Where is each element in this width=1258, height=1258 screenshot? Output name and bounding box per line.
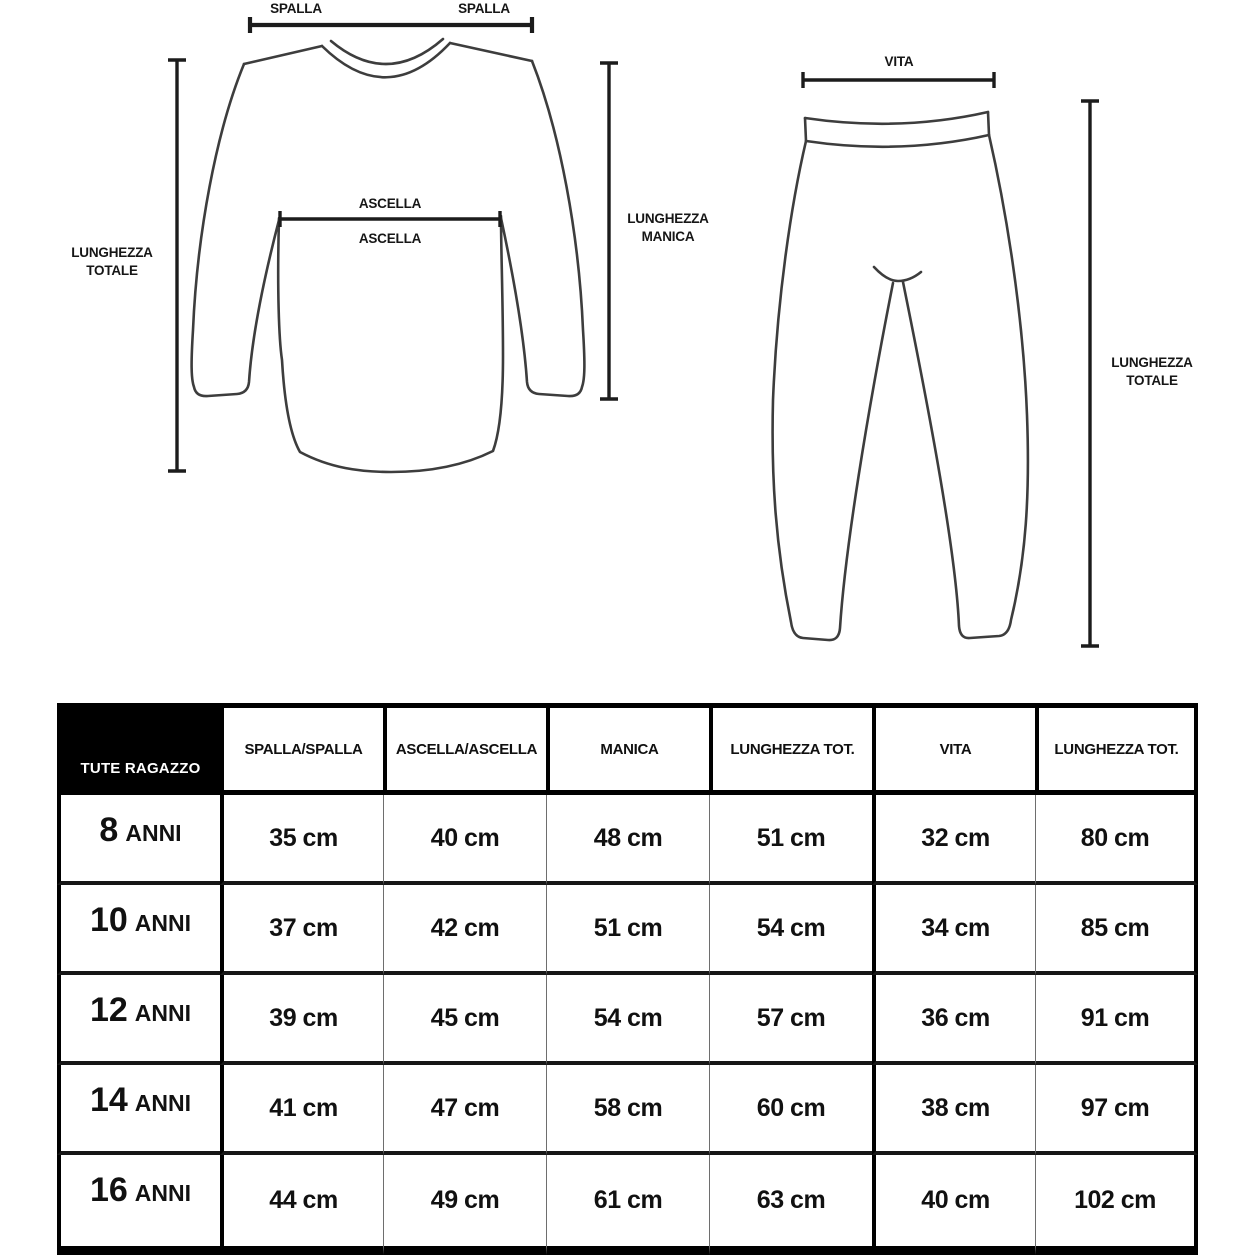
table-cell: 49 cm xyxy=(383,1155,546,1255)
table-cell: 34 cm xyxy=(872,885,1035,975)
size-cell-8-anni xyxy=(57,795,220,885)
size-number: 14 xyxy=(89,1081,128,1119)
table-cell: 80 cm xyxy=(1035,795,1198,885)
table-header-ascella: ASCELLA/ASCELLA xyxy=(383,703,546,795)
table-cell: 38 cm xyxy=(872,1065,1035,1155)
ascella-dimension-line xyxy=(280,211,500,227)
table-header-manica: MANICA xyxy=(546,703,709,795)
shirt-sleeve-right xyxy=(501,61,584,396)
table-cell: 40 cm xyxy=(872,1155,1035,1255)
table-cell: 91 cm xyxy=(1035,975,1198,1065)
table-cell: 54 cm xyxy=(546,975,709,1065)
size-number: 8 xyxy=(99,811,119,849)
table-cell: 35 cm xyxy=(220,795,383,885)
size-number: 10 xyxy=(89,901,128,939)
sleeve-length-dimension-line xyxy=(600,63,618,399)
table-cell: 32 cm xyxy=(872,795,1035,885)
size-cell-12-anni xyxy=(57,975,220,1065)
table-cell: 61 cm xyxy=(546,1155,709,1255)
pants-left-leg xyxy=(773,141,893,640)
ascella-top-label: ASCELLA xyxy=(358,196,422,211)
size-cell-16-anni xyxy=(57,1155,220,1255)
table-header-lunghezza-tot-shirt: LUNGHEZZA TOT. xyxy=(709,703,872,795)
table-cell: 36 cm xyxy=(872,975,1035,1065)
pants-crotch xyxy=(874,267,921,281)
pants-right-leg xyxy=(903,135,1028,638)
table-cell: 37 cm xyxy=(220,885,383,975)
shirt-shoulder-right xyxy=(450,43,532,61)
table-cell: 44 cm xyxy=(220,1155,383,1255)
size-unit: ANNI xyxy=(125,820,182,846)
table-cell: 51 cm xyxy=(546,885,709,975)
shirt-length-label-line1: LUNGHEZZA xyxy=(71,245,153,260)
table-cell: 41 cm xyxy=(220,1065,383,1155)
shirt-length-label-line2: TOTALE xyxy=(86,263,138,278)
pants-length-dimension-line xyxy=(1081,101,1099,646)
vita-label: VITA xyxy=(884,54,914,69)
spalla-dimension-line xyxy=(250,17,532,33)
table-header-spalla: SPALLA/SPALLA xyxy=(220,703,383,795)
size-cell-10-anni xyxy=(57,885,220,975)
shirt-drawing xyxy=(192,39,585,472)
shirt-shoulder-left xyxy=(244,46,322,64)
table-cell: 48 cm xyxy=(546,795,709,885)
size-unit: ANNI xyxy=(134,1180,192,1206)
pants-waistband-top xyxy=(805,112,988,124)
sleeve-length-label-line2: MANICA xyxy=(641,229,695,244)
vita-dimension-line xyxy=(803,72,994,88)
table-cell: 85 cm xyxy=(1035,885,1198,975)
size-number: 12 xyxy=(89,991,128,1029)
table-cell: 63 cm xyxy=(709,1155,872,1255)
table-cell: 102 cm xyxy=(1035,1155,1198,1255)
pants-length-label-line2: TOTALE xyxy=(1126,373,1178,388)
table-header-tute-ragazzo: TUTE RAGAZZO xyxy=(57,703,220,795)
pants-length-label-line1: LUNGHEZZA xyxy=(1111,355,1193,370)
table-cell: 97 cm xyxy=(1035,1065,1198,1155)
table-cell: 39 cm xyxy=(220,975,383,1065)
total-length-dimension-line xyxy=(168,60,186,471)
pants-waistband-bottom xyxy=(806,135,989,147)
table-cell: 42 cm xyxy=(383,885,546,975)
table-header-lunghezza-tot-pants: LUNGHEZZA TOT. xyxy=(1035,703,1198,795)
table-header-vita: VITA xyxy=(872,703,1035,795)
shirt-body xyxy=(278,216,503,472)
size-table xyxy=(57,703,1198,1255)
size-number: 16 xyxy=(89,1171,128,1209)
table-cell: 51 cm xyxy=(709,795,872,885)
table-cell: 40 cm xyxy=(383,795,546,885)
table-cell: 60 cm xyxy=(709,1065,872,1155)
shirt-collar-inner xyxy=(331,39,443,64)
spalla-right-label: SPALLA xyxy=(458,1,510,16)
spalla-left-label: SPALLA xyxy=(270,1,322,16)
size-unit: ANNI xyxy=(134,1090,192,1116)
ascella-bottom-label: ASCELLA xyxy=(358,231,422,246)
shirt-sleeve-left xyxy=(192,64,279,396)
table-cell: 58 cm xyxy=(546,1065,709,1155)
table-cell: 45 cm xyxy=(383,975,546,1065)
size-cell-14-anni xyxy=(57,1065,220,1155)
pants-drawing xyxy=(773,112,1028,640)
table-cell: 57 cm xyxy=(709,975,872,1065)
table-cell: 54 cm xyxy=(709,885,872,975)
size-unit: ANNI xyxy=(134,910,192,936)
sleeve-length-label-line1: LUNGHEZZA xyxy=(627,211,709,226)
size-unit: ANNI xyxy=(134,1000,192,1026)
table-cell: 47 cm xyxy=(383,1065,546,1155)
